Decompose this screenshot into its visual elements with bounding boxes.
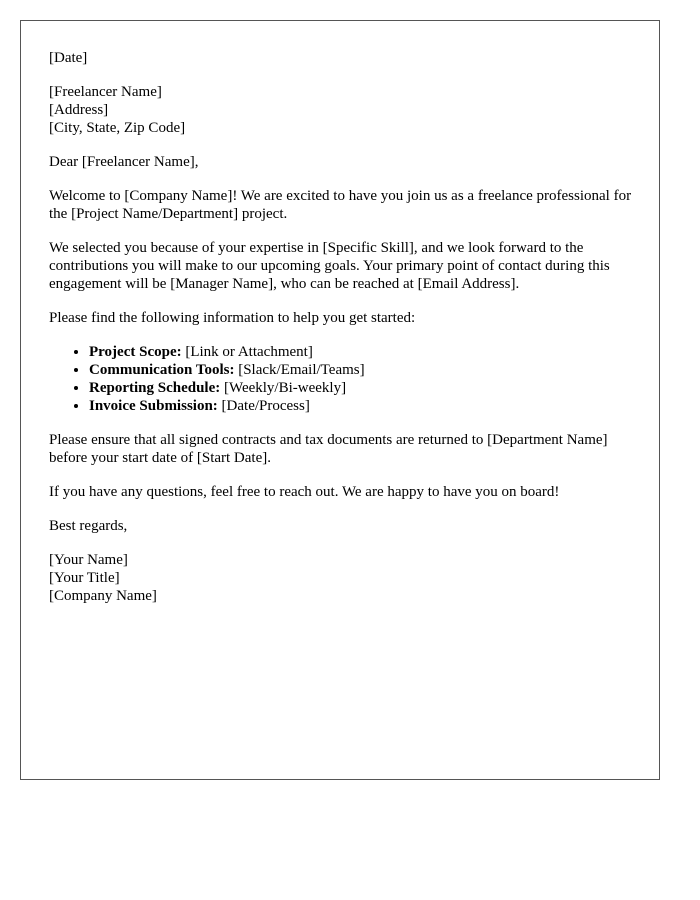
questions-paragraph: If you have any questions, feel free to reach out. We are happy to have you on board! bbox=[49, 484, 560, 500]
info-item-label: Reporting Schedule: bbox=[89, 380, 221, 396]
info-item-value: [Link or Attachment] bbox=[181, 344, 313, 360]
info-item-value: [Date/Process] bbox=[217, 398, 310, 414]
recipient-address: [Address] bbox=[49, 102, 109, 118]
info-item-label: Communication Tools: bbox=[89, 362, 235, 378]
info-item-value: [Weekly/Bi-weekly] bbox=[220, 380, 347, 396]
sign-off: Best regards, bbox=[49, 518, 128, 534]
recipient-name: [Freelancer Name] bbox=[49, 84, 162, 100]
letter-content bbox=[49, 49, 635, 621]
list-item bbox=[89, 361, 635, 379]
letter-page bbox=[20, 20, 660, 780]
salutation: Dear [Freelancer Name], bbox=[49, 154, 199, 170]
letter-date: [Date] bbox=[49, 50, 88, 66]
signature-title: [Your Title] bbox=[49, 570, 120, 586]
list-item bbox=[89, 397, 635, 415]
signature-block bbox=[49, 551, 635, 605]
signature-company: [Company Name] bbox=[49, 588, 157, 604]
recipient-block bbox=[49, 83, 635, 137]
welcome-paragraph: Welcome to [Company Name]! We are excited to have you join us as a freelance professional for the [Project Name/Department] project. bbox=[49, 188, 632, 222]
info-item-label: Project Scope: bbox=[89, 344, 182, 360]
info-intro-paragraph: Please find the following information to help you get started: bbox=[49, 310, 416, 326]
info-item-value: [Slack/Email/Teams] bbox=[234, 362, 365, 378]
documents-paragraph: Please ensure that all signed contracts and tax documents are returned to [Department Name] before your start date of [Start Date]. bbox=[49, 432, 608, 466]
recipient-city-state-zip: [City, State, Zip Code] bbox=[49, 120, 186, 136]
info-list bbox=[49, 343, 635, 415]
selection-paragraph: We selected you because of your expertise in [Specific Skill], and we look forward to the contributions you will make to our upcoming goals. Your primary point of contact during this engagement will be [Manager Name], who can be reached at [Email Address]. bbox=[49, 240, 610, 292]
list-item bbox=[89, 343, 635, 361]
info-item-label: Invoice Submission: bbox=[89, 398, 218, 414]
signature-name: [Your Name] bbox=[49, 552, 128, 568]
list-item bbox=[89, 379, 635, 397]
